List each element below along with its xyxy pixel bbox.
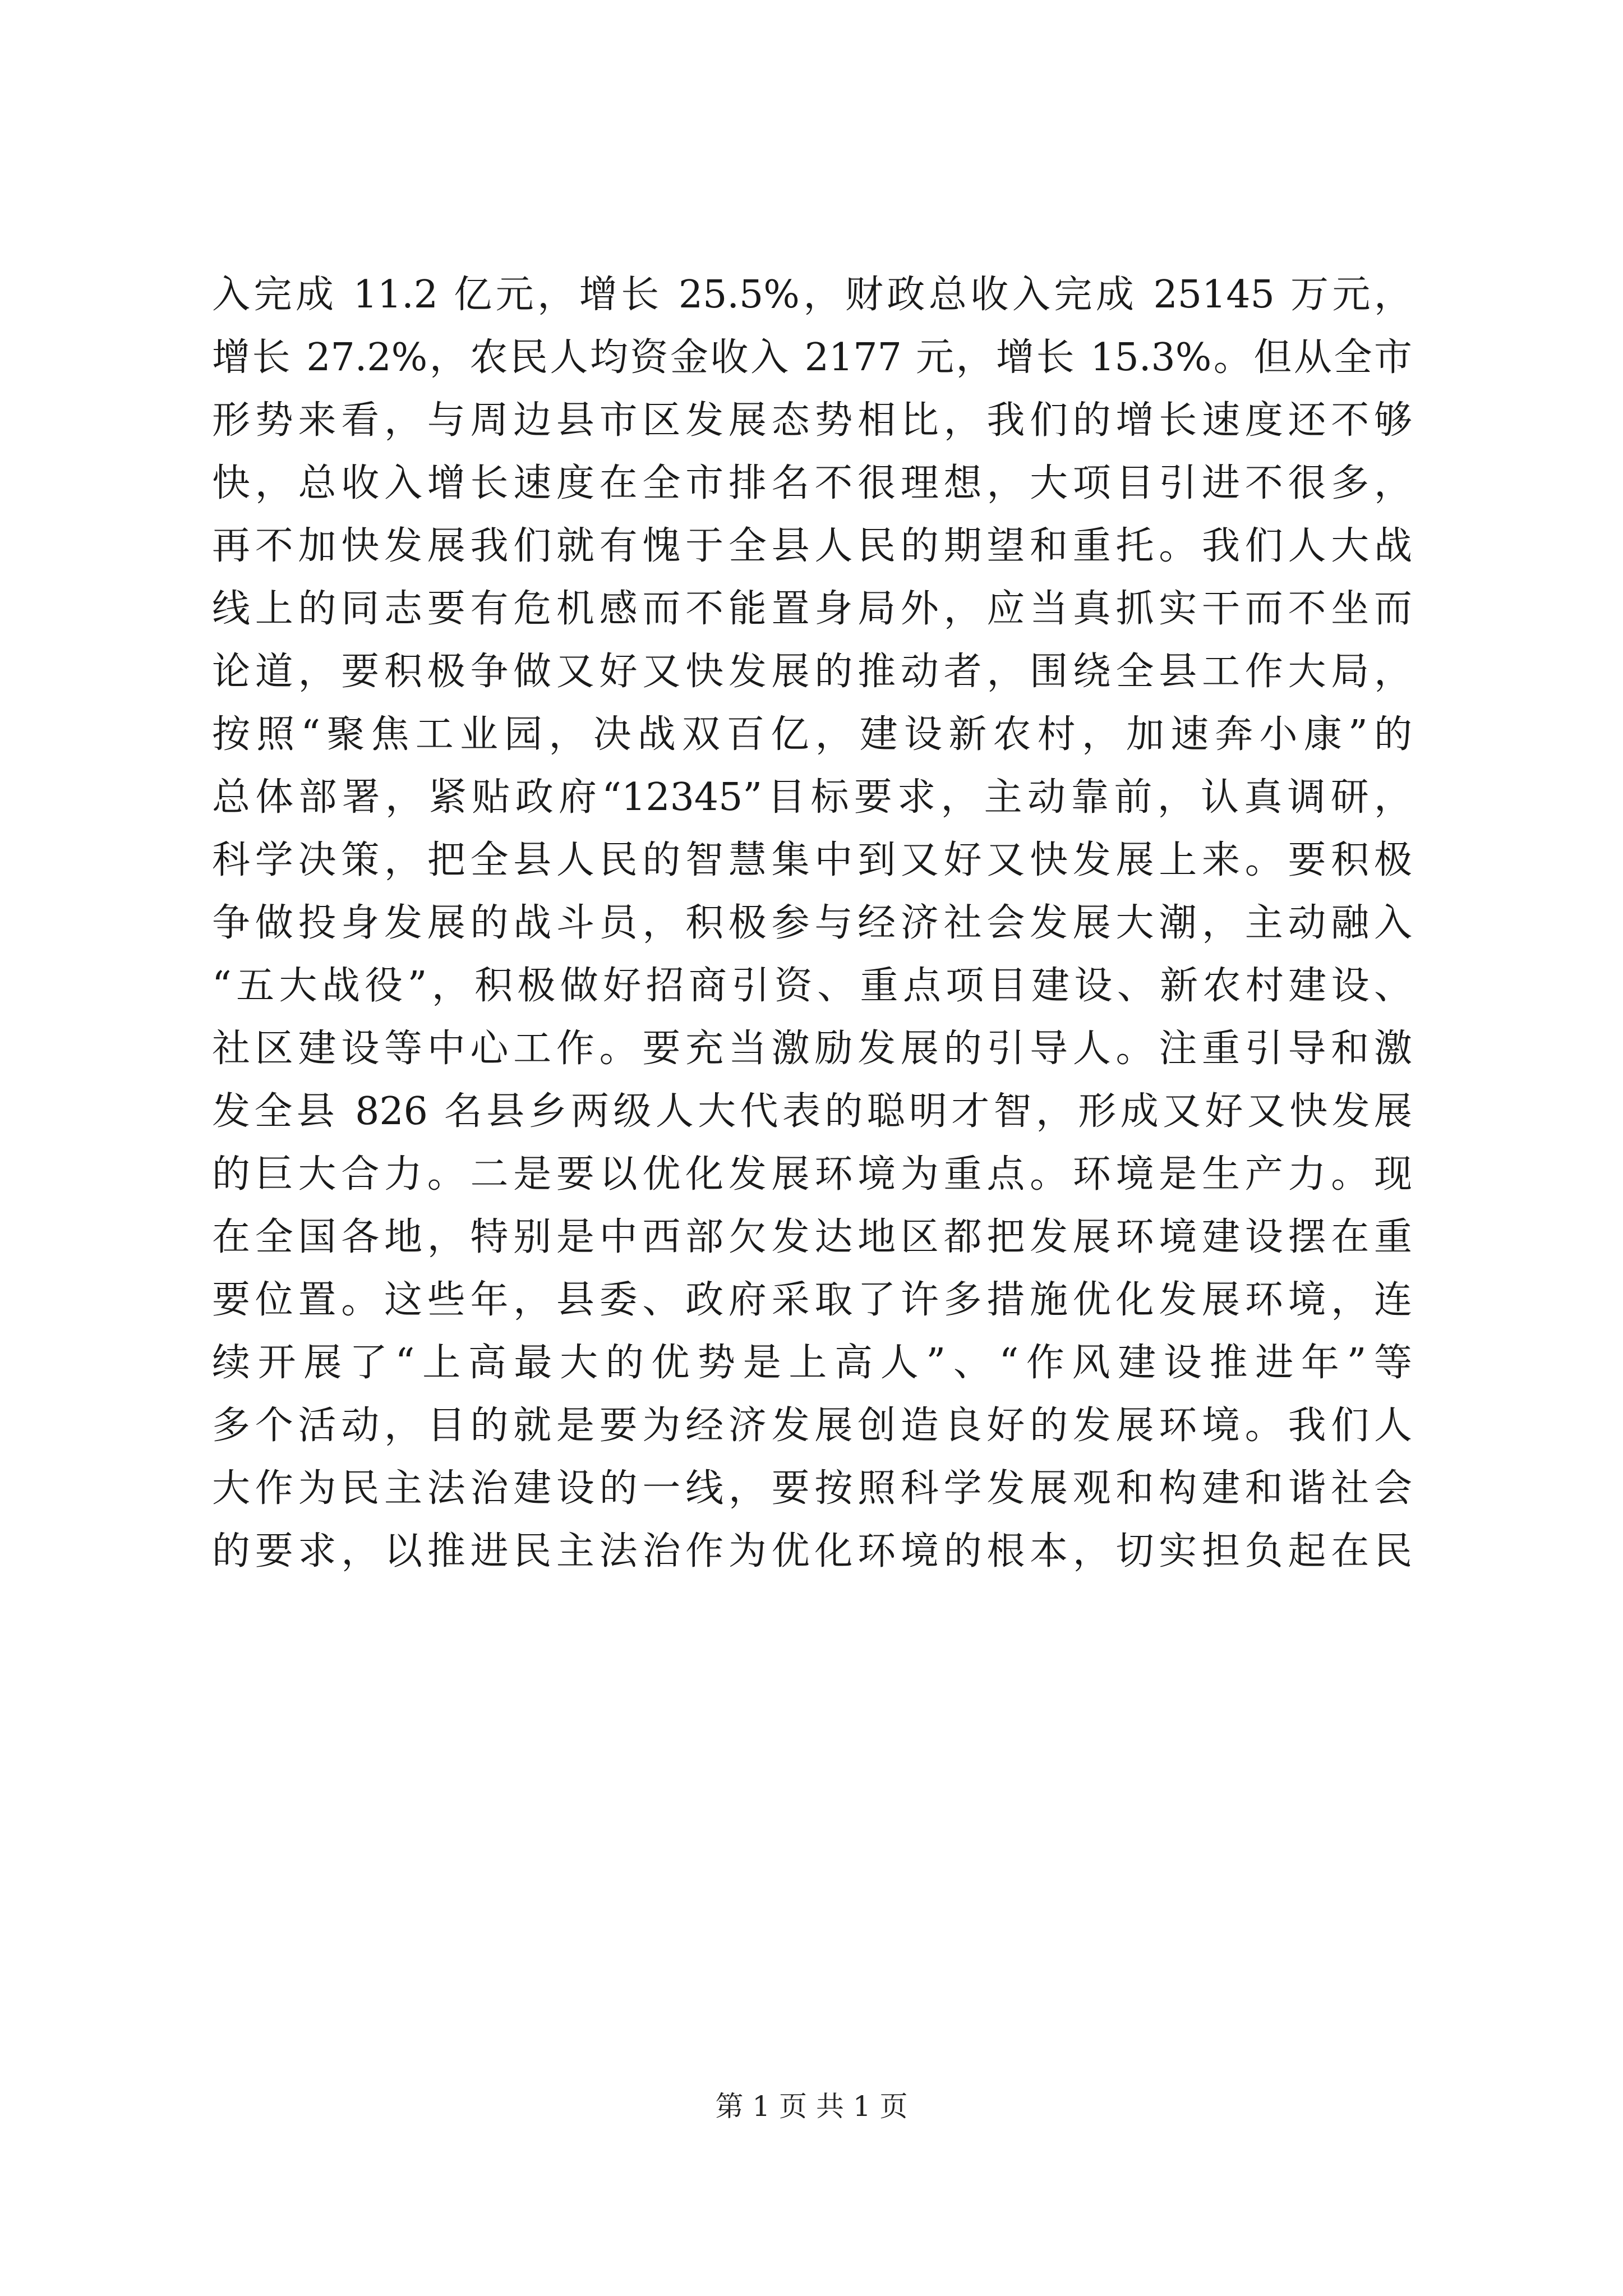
text-line: 快，总收入增长速度在全市排名不很理想，大项目引进不很多， — [212, 461, 1412, 505]
text-line: 入完成 11.2 亿元，增长 25.5%，财政总收入完成 25145 万元， — [212, 273, 1412, 317]
body-paragraph — [212, 264, 1412, 1583]
text-line: 总体部署，紧贴政府“12345”目标要求，主动靠前，认真调研， — [212, 775, 1412, 820]
text-line: “五大战役”，积极做好招商引资、重点项目建设、新农村建设、 — [212, 964, 1412, 1008]
text-line: 增长 27.2%，农民人均资金收入 2177 元，增长 15.3%。但从全市 — [212, 335, 1412, 380]
text-line: 大作为民主法治建设的一线，要按照科学发展观和构建和谐社会 — [212, 1466, 1412, 1511]
text-line: 争做投身发展的战斗员，积极参与经济社会发展大潮，主动融入 — [212, 901, 1412, 945]
text-line: 发全县 826 名县乡两级人大代表的聪明才智，形成又好又快发展 — [212, 1089, 1412, 1134]
text-line: 按照“聚焦工业园，决战双百亿，建设新农村，加速奔小康”的 — [212, 712, 1412, 757]
text-line: 科学决策，把全县人民的智慧集中到又好又快发展上来。要积极 — [212, 838, 1412, 882]
text-line: 的巨大合力。二是要以优化发展环境为重点。环境是生产力。现 — [212, 1152, 1412, 1197]
text-line: 的要求，以推进民主法治作为优化环境的根本，切实担负起在民 — [212, 1529, 1412, 1573]
text-line: 社区建设等中心工作。要充当激励发展的引导人。注重引导和激 — [212, 1027, 1412, 1071]
text-line: 线上的同志要有危机感而不能置身局外，应当真抓实干而不坐而 — [212, 587, 1412, 631]
text-line: 续开展了“上高最大的优势是上高人”、“作风建设推进年”等 — [212, 1341, 1412, 1385]
text-line: 在全国各地，特别是中西部欠发达地区都把发展环境建设摆在重 — [212, 1215, 1412, 1259]
text-line: 再不加快发展我们就有愧于全县人民的期望和重托。我们人大战 — [212, 524, 1412, 568]
text-line: 论道，要积极争做又好又快发展的推动者，围绕全县工作大局， — [212, 650, 1412, 694]
page-footer: 第 1 页 共 1 页 — [715, 2090, 908, 2123]
text-line: 多个活动，目的就是要为经济发展创造良好的发展环境。我们人 — [212, 1404, 1412, 1448]
text-line: 要位置。这些年，县委、政府采取了许多措施优化发展环境，连 — [212, 1278, 1412, 1322]
text-line: 形势来看，与周边县市区发展态势相比，我们的增长速度还不够 — [212, 398, 1412, 443]
